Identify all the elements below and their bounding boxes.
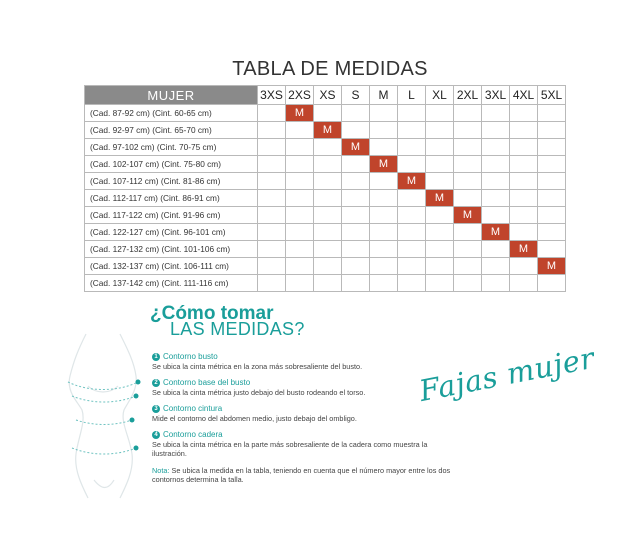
table-row bbox=[85, 207, 566, 224]
size-cell bbox=[286, 173, 314, 190]
howto-question: ¿Cómo tomar bbox=[150, 303, 274, 324]
measurement-label: (Cad. 112-117 cm) (Cint. 86-91 cm) bbox=[85, 190, 258, 207]
size-cell bbox=[510, 275, 538, 292]
size-cell bbox=[510, 139, 538, 156]
size-cell bbox=[454, 156, 482, 173]
size-cell bbox=[342, 190, 370, 207]
size-cell bbox=[426, 156, 454, 173]
size-header-xl: XL bbox=[426, 86, 454, 105]
size-cell bbox=[370, 207, 398, 224]
size-cell bbox=[482, 258, 510, 275]
step-title: Contorno busto bbox=[163, 352, 218, 361]
size-cell bbox=[426, 105, 454, 122]
size-cell bbox=[286, 156, 314, 173]
size-cell bbox=[286, 122, 314, 139]
note-label: Nota: bbox=[152, 466, 170, 475]
size-cell bbox=[314, 258, 342, 275]
size-cell bbox=[370, 224, 398, 241]
size-cell bbox=[454, 224, 482, 241]
size-cell bbox=[342, 241, 370, 258]
size-cell bbox=[510, 258, 538, 275]
size-cell bbox=[258, 139, 286, 156]
size-cell bbox=[342, 173, 370, 190]
step-description: Se ubica la cinta métrica justo debajo del busto rodeando el torso. bbox=[152, 388, 366, 397]
marker-3 bbox=[130, 418, 135, 423]
size-chart-body bbox=[85, 105, 566, 292]
size-cell bbox=[482, 122, 510, 139]
brand-script-text: Fajas mujer bbox=[416, 340, 598, 408]
size-cell bbox=[454, 190, 482, 207]
step-description: Se ubica la cinta métrica en la zona más sobresaliente del busto. bbox=[152, 362, 363, 371]
size-cell bbox=[510, 190, 538, 207]
size-header-2xs: 2XS bbox=[286, 86, 314, 105]
size-cell bbox=[398, 258, 426, 275]
measurement-label: (Cad. 97-102 cm) (Cint. 70-75 cm) bbox=[85, 139, 258, 156]
size-cell bbox=[258, 105, 286, 122]
size-header-xs: XS bbox=[314, 86, 342, 105]
size-header-3xs: 3XS bbox=[258, 86, 286, 105]
size-cell bbox=[454, 241, 482, 258]
table-row bbox=[85, 258, 566, 275]
size-mark: M bbox=[426, 190, 454, 207]
table-row bbox=[85, 275, 566, 292]
size-cell bbox=[538, 156, 566, 173]
size-cell bbox=[482, 241, 510, 258]
size-cell bbox=[342, 275, 370, 292]
size-header-2xl: 2XL bbox=[454, 86, 482, 105]
table-row bbox=[85, 105, 566, 122]
step-3 bbox=[152, 404, 452, 423]
marker-1 bbox=[136, 380, 141, 385]
step-description: Mide el contorno del abdomen medio, justo debajo del ombligo. bbox=[152, 414, 357, 423]
size-cell bbox=[538, 105, 566, 122]
size-cell bbox=[482, 156, 510, 173]
size-cell bbox=[426, 241, 454, 258]
size-cell bbox=[454, 173, 482, 190]
size-header-s: S bbox=[342, 86, 370, 105]
size-cell bbox=[286, 190, 314, 207]
measurement-label: (Cad. 132-137 cm) (Cint. 106-111 cm) bbox=[85, 258, 258, 275]
table-row bbox=[85, 122, 566, 139]
size-cell bbox=[342, 105, 370, 122]
size-cell bbox=[314, 275, 342, 292]
table-row bbox=[85, 224, 566, 241]
size-cell bbox=[482, 105, 510, 122]
size-cell bbox=[538, 173, 566, 190]
size-cell bbox=[510, 207, 538, 224]
size-cell bbox=[258, 275, 286, 292]
marker-4 bbox=[134, 446, 139, 451]
size-cell bbox=[314, 105, 342, 122]
size-cell bbox=[454, 275, 482, 292]
size-cell bbox=[426, 224, 454, 241]
size-header-m: M bbox=[370, 86, 398, 105]
size-cell bbox=[398, 224, 426, 241]
size-mark: M bbox=[538, 258, 566, 275]
size-cell bbox=[342, 224, 370, 241]
header-label-mujer: MUJER bbox=[85, 86, 258, 105]
size-chart-table bbox=[84, 85, 566, 292]
size-cell bbox=[258, 122, 286, 139]
size-cell bbox=[426, 173, 454, 190]
size-cell bbox=[370, 173, 398, 190]
size-cell bbox=[342, 207, 370, 224]
size-cell bbox=[398, 207, 426, 224]
size-cell bbox=[538, 122, 566, 139]
step-number-badge: 2 bbox=[152, 379, 160, 387]
page-title: TABLA DE MEDIDAS bbox=[232, 58, 428, 80]
step-title: Contorno cadera bbox=[163, 430, 223, 439]
measurement-label: (Cad. 92-97 cm) (Cint. 65-70 cm) bbox=[85, 122, 258, 139]
size-cell bbox=[286, 224, 314, 241]
size-cell bbox=[454, 105, 482, 122]
size-cell bbox=[454, 258, 482, 275]
size-mark: M bbox=[510, 241, 538, 258]
size-cell bbox=[398, 139, 426, 156]
size-mark: M bbox=[342, 139, 370, 156]
size-cell bbox=[482, 190, 510, 207]
size-mark: M bbox=[482, 224, 510, 241]
step-number-badge: 4 bbox=[152, 431, 160, 439]
size-cell bbox=[482, 139, 510, 156]
size-cell bbox=[258, 207, 286, 224]
size-cell bbox=[370, 139, 398, 156]
measurement-label: (Cad. 107-112 cm) (Cint. 81-86 cm) bbox=[85, 173, 258, 190]
step-number-badge: 3 bbox=[152, 405, 160, 413]
marker-2 bbox=[134, 394, 139, 399]
size-cell bbox=[370, 258, 398, 275]
size-header-5xl: 5XL bbox=[538, 86, 566, 105]
size-cell bbox=[258, 156, 286, 173]
size-cell bbox=[342, 156, 370, 173]
size-cell bbox=[258, 173, 286, 190]
size-cell bbox=[398, 241, 426, 258]
size-cell bbox=[286, 139, 314, 156]
step-description: Se ubica la cinta métrica en la parte más sobresaliente de la cadera como muestra la ilustración. bbox=[152, 440, 428, 458]
size-cell bbox=[342, 122, 370, 139]
size-cell bbox=[510, 173, 538, 190]
measurement-label: (Cad. 122-127 cm) (Cint. 96-101 cm) bbox=[85, 224, 258, 241]
size-cell bbox=[370, 275, 398, 292]
size-mark: M bbox=[398, 173, 426, 190]
size-cell bbox=[482, 207, 510, 224]
size-cell bbox=[426, 139, 454, 156]
size-cell bbox=[538, 275, 566, 292]
measurement-label: (Cad. 102-107 cm) (Cint. 75-80 cm) bbox=[85, 156, 258, 173]
step-2 bbox=[152, 378, 452, 397]
size-cell bbox=[426, 122, 454, 139]
size-header-4xl: 4XL bbox=[510, 86, 538, 105]
step-4 bbox=[152, 430, 452, 458]
step-title: Contorno cintura bbox=[163, 404, 223, 413]
step-1 bbox=[152, 352, 452, 371]
size-cell bbox=[454, 122, 482, 139]
size-cell bbox=[398, 105, 426, 122]
size-cell bbox=[314, 207, 342, 224]
size-cell bbox=[454, 139, 482, 156]
size-header-row bbox=[85, 86, 566, 105]
table-row bbox=[85, 241, 566, 258]
size-mark: M bbox=[314, 122, 342, 139]
size-cell bbox=[510, 105, 538, 122]
size-cell bbox=[286, 241, 314, 258]
size-cell bbox=[510, 156, 538, 173]
size-cell bbox=[258, 190, 286, 207]
size-cell bbox=[370, 105, 398, 122]
size-cell bbox=[398, 275, 426, 292]
step-title: Contorno base del busto bbox=[163, 378, 251, 387]
size-cell bbox=[482, 275, 510, 292]
size-cell bbox=[538, 139, 566, 156]
size-cell bbox=[286, 258, 314, 275]
size-cell bbox=[538, 190, 566, 207]
note-text: Se ubica la medida en la tabla, teniendo en cuenta que el número mayor entre los dos contornos determina la talla. bbox=[152, 466, 451, 484]
body-silhouette-illustration bbox=[48, 330, 158, 500]
size-cell bbox=[482, 173, 510, 190]
size-cell bbox=[314, 156, 342, 173]
table-row bbox=[85, 139, 566, 156]
size-cell bbox=[538, 224, 566, 241]
howto-steps bbox=[152, 352, 452, 484]
measurement-label: (Cad. 127-132 cm) (Cint. 101-106 cm) bbox=[85, 241, 258, 258]
table-row bbox=[85, 173, 566, 190]
size-cell bbox=[314, 241, 342, 258]
step-number-badge: 1 bbox=[152, 353, 160, 361]
size-mark: M bbox=[286, 105, 314, 122]
table-row bbox=[85, 190, 566, 207]
size-cell bbox=[370, 241, 398, 258]
size-cell bbox=[258, 224, 286, 241]
size-cell bbox=[258, 241, 286, 258]
size-mark: M bbox=[454, 207, 482, 224]
size-cell bbox=[286, 275, 314, 292]
size-header-l: L bbox=[398, 86, 426, 105]
size-cell bbox=[426, 258, 454, 275]
size-cell bbox=[314, 173, 342, 190]
size-cell bbox=[510, 122, 538, 139]
measurement-label: (Cad. 87-92 cm) (Cint. 60-65 cm) bbox=[85, 105, 258, 122]
size-cell bbox=[314, 190, 342, 207]
size-cell bbox=[398, 122, 426, 139]
size-cell bbox=[258, 258, 286, 275]
size-cell bbox=[398, 156, 426, 173]
size-cell bbox=[510, 224, 538, 241]
note bbox=[152, 466, 452, 484]
size-cell bbox=[286, 207, 314, 224]
size-mark: M bbox=[370, 156, 398, 173]
measurement-label: (Cad. 137-142 cm) (Cint. 111-116 cm) bbox=[85, 275, 258, 292]
size-cell bbox=[314, 224, 342, 241]
size-cell bbox=[538, 207, 566, 224]
size-cell bbox=[426, 275, 454, 292]
howto-subtitle: LAS MEDIDAS? bbox=[170, 319, 305, 339]
size-cell bbox=[314, 139, 342, 156]
measurement-label: (Cad. 117-122 cm) (Cint. 91-96 cm) bbox=[85, 207, 258, 224]
size-cell bbox=[370, 190, 398, 207]
size-cell bbox=[370, 122, 398, 139]
size-cell bbox=[342, 258, 370, 275]
size-cell bbox=[538, 241, 566, 258]
size-cell bbox=[398, 190, 426, 207]
size-header-3xl: 3XL bbox=[482, 86, 510, 105]
table-row bbox=[85, 156, 566, 173]
size-cell bbox=[426, 207, 454, 224]
